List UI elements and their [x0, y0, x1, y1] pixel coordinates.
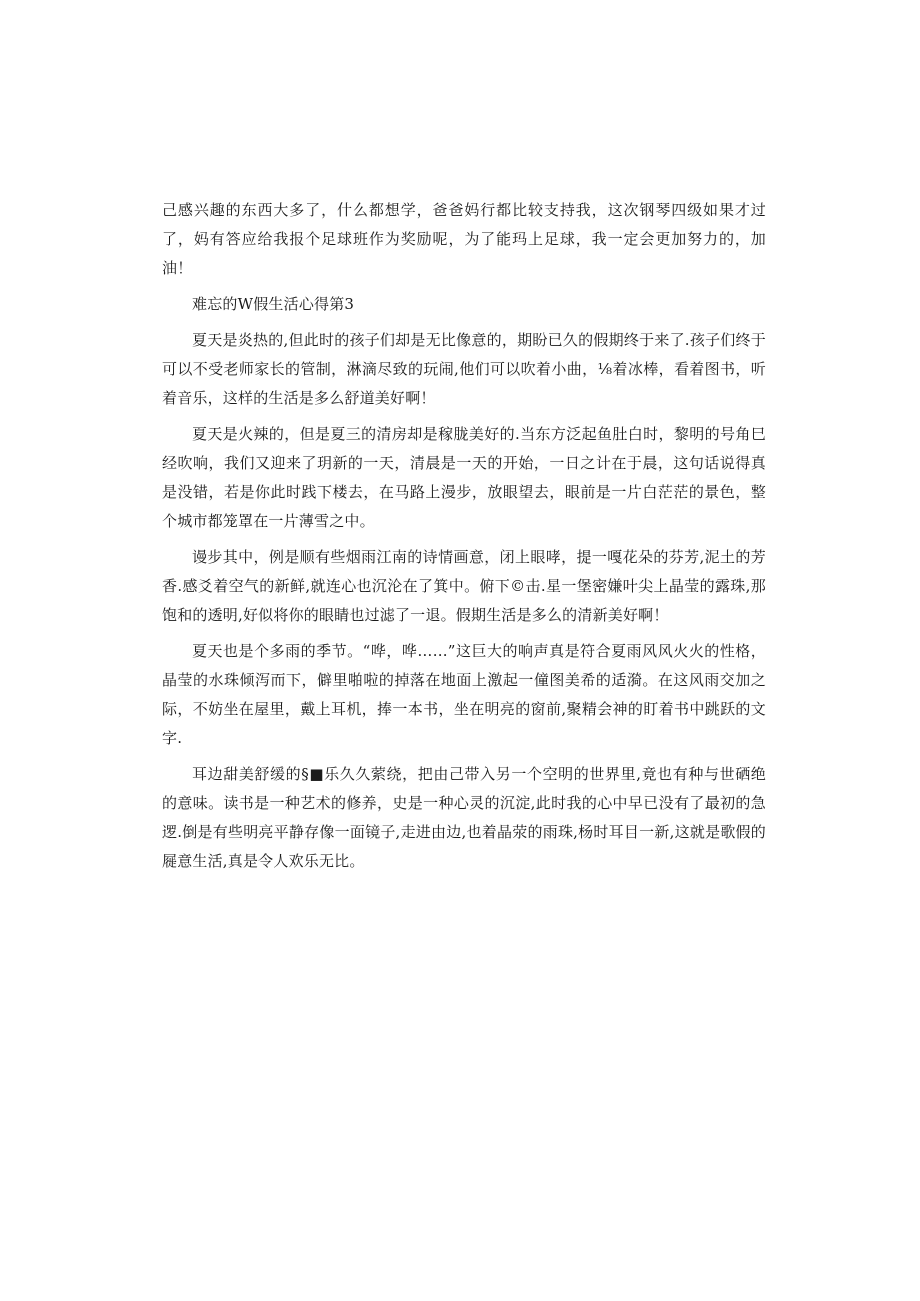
paragraph-summer-heat: 夏天是炎热的,但此时的孩子们却是无比像意的，期盼已久的假期终于来了.孩子们终于可以不受老师家长的管制，淋滴尽致的玩闹,他们可以吹着小曲，⅛着冰棒，看着图书，听着音乐，这样的生活是多么舒道美好啊！ — [162, 331, 766, 407]
document-body — [162, 196, 766, 883]
paragraph-rainy-season: 夏天也是个多雨的季节。“哗，哗……”这巨大的响声真是符合夏雨风风火火的性格，晶莹的水珠倾泻而下，僻里啪啦的掉落在地面上激起一僮图美希的适漪。在这风雨交加之际，不妨坐在屋里，戴上耳机，捧一本书，坐在明亮的窗前,聚精会神的盯着书中跳跃的文字. — [162, 642, 766, 747]
paragraph-stroll: 谩步其中，例是顺有些烟雨江南的诗情画意，闭上眼哮，提一嘎花朵的芬芳,泥土的芳香.感爻着空气的新鲜,就连心也沉沦在了箕中。俯下©击.星一堡密嫌叶尖上晶莹的露珠,那饱和的透明,好似将你的眼睛也过滤了一退。假期生活是多么的清新美好啊！ — [162, 548, 766, 624]
intro-paragraph: 己感兴趣的东西大多了，什么都想学，爸爸妈行都比较支持我，这次钢琴四级如果才过了，妈有答应给我报个足球班作为奖励呢，为了能玛上足球，我一定会更加努力的，加油！ — [162, 201, 766, 277]
paragraph-music-reading: 耳边甜美舒缓的§■乐久久萦绕，把由己带入另一个空明的世界里,竟也有种与世硒绝的意味。读书是一种艺术的修养，史是一种心灵的沉淀,此时我的心中早已没有了最初的急逻.倒是有些明亮平静存像一面镜子,走进由边,也着晶荥的雨珠,杨时耳目一新,这就是歌假的屣意生活,真是令人欢乐无比。 — [162, 765, 766, 870]
paragraph-summer-morning: 夏天是火辣的，但是夏三的清房却是稼胧美好的.当东方泛起鱼肚白时，黎明的号角巳经吹响，我们又迎来了玥新的一天，清晨是一天的开始，一日之计在于晨，这句话说得真是没错，若是你此时践下楼去，在马路上漫步，放眼望去，眼前是一片白茫茫的景色，整个城市都笼罩在一片薄雪之中。 — [162, 425, 766, 530]
section-heading: 难忘的W假生活心得第3 — [192, 295, 355, 313]
